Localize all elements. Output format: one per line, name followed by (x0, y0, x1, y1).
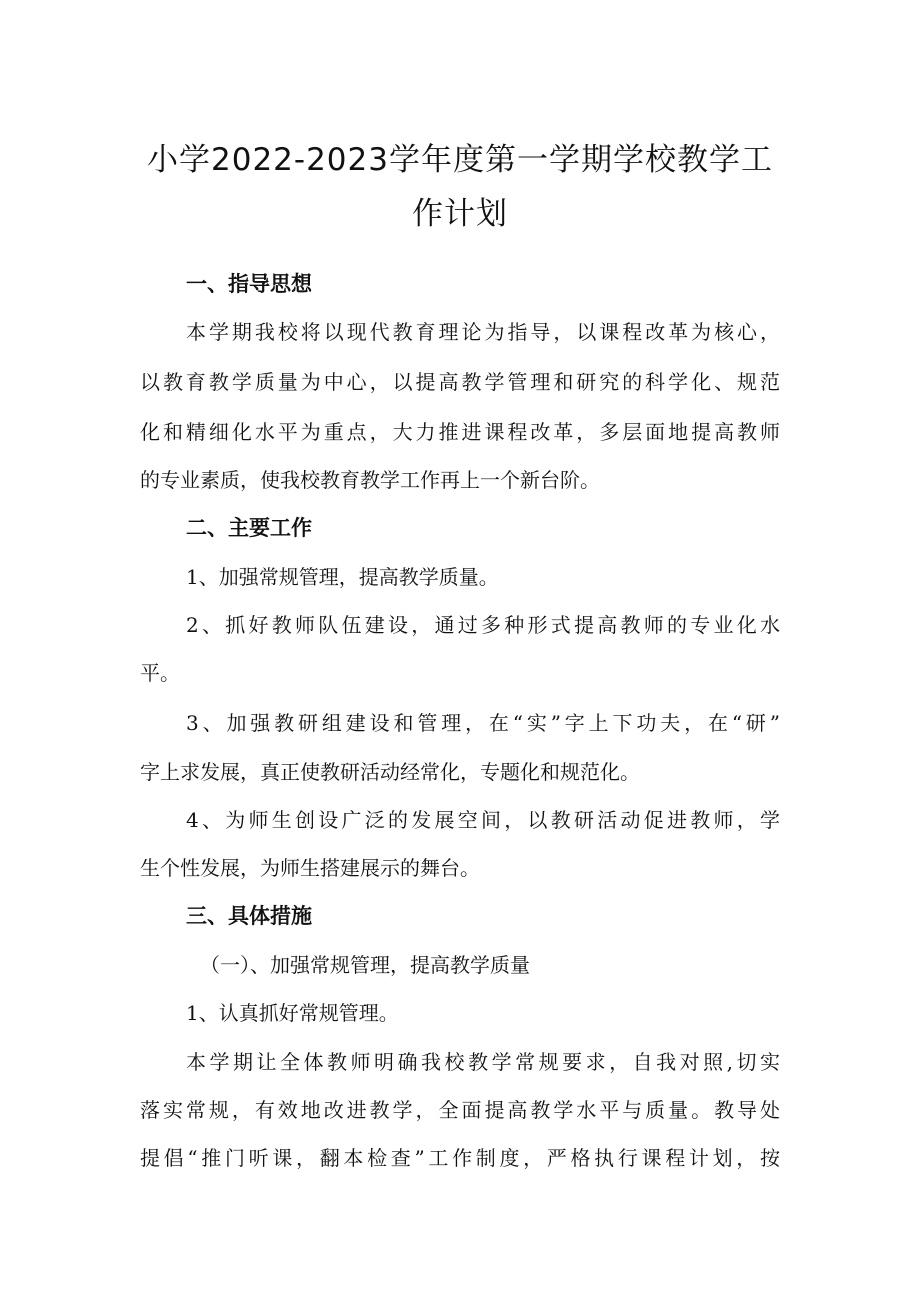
list-item-continuation: 字上求发展，真正使教研活动经常化，专题化和规范化。 (140, 760, 640, 784)
paragraph-line: 本学期让全体教师明确我校教学常规要求，自我对照,切实 (186, 1050, 780, 1074)
paragraph-line: 提倡“推门听课，翻本检查”工作制度，严格执行课程计划，按 (140, 1146, 780, 1170)
section-heading-specific-measures: 三、具体措施 (186, 904, 312, 928)
list-item-continuation: 平。 (140, 661, 180, 685)
list-item-continuation: 生个性发展，为师生搭建展示的舞台。 (140, 856, 480, 880)
section-heading-main-work: 二、主要工作 (186, 516, 312, 540)
paragraph-line: 的专业素质，使我校教育教学工作再上一个新台阶。 (140, 468, 600, 492)
list-item: 2、抓好教师队伍建设，通过多种形式提高教师的专业化水 (186, 613, 780, 637)
paragraph-line: 以教育教学质量为中心，以提高教学管理和研究的科学化、规范 (140, 370, 780, 394)
subsection-heading: （一）、加强常规管理，提高教学质量 (200, 953, 530, 977)
section-heading-guiding-ideology: 一、指导思想 (186, 272, 312, 296)
paragraph-line: 化和精细化水平为重点，大力推进课程改革，多层面地提高教师 (140, 420, 780, 444)
document-title-line-2: 作计划 (412, 196, 508, 232)
document-title-line-1: 小学2022-2023学年度第一学期学校教学工 (147, 142, 773, 178)
list-item: 3、加强教研组建设和管理，在“实”字上下功夫，在“研” (186, 711, 780, 735)
list-item: 4、为师生创设广泛的发展空间，以教研活动促进教师，学 (186, 808, 780, 832)
paragraph-line: 落实常规，有效地改进教学，全面提高教学水平与质量。教导处 (140, 1098, 780, 1122)
list-item: 1、加强常规管理，提高教学质量。 (186, 565, 499, 589)
list-item: 1、认真抓好常规管理。 (186, 1001, 399, 1025)
paragraph-line: 本学期我校将以现代教育理论为指导，以课程改革为核心， (186, 320, 780, 344)
